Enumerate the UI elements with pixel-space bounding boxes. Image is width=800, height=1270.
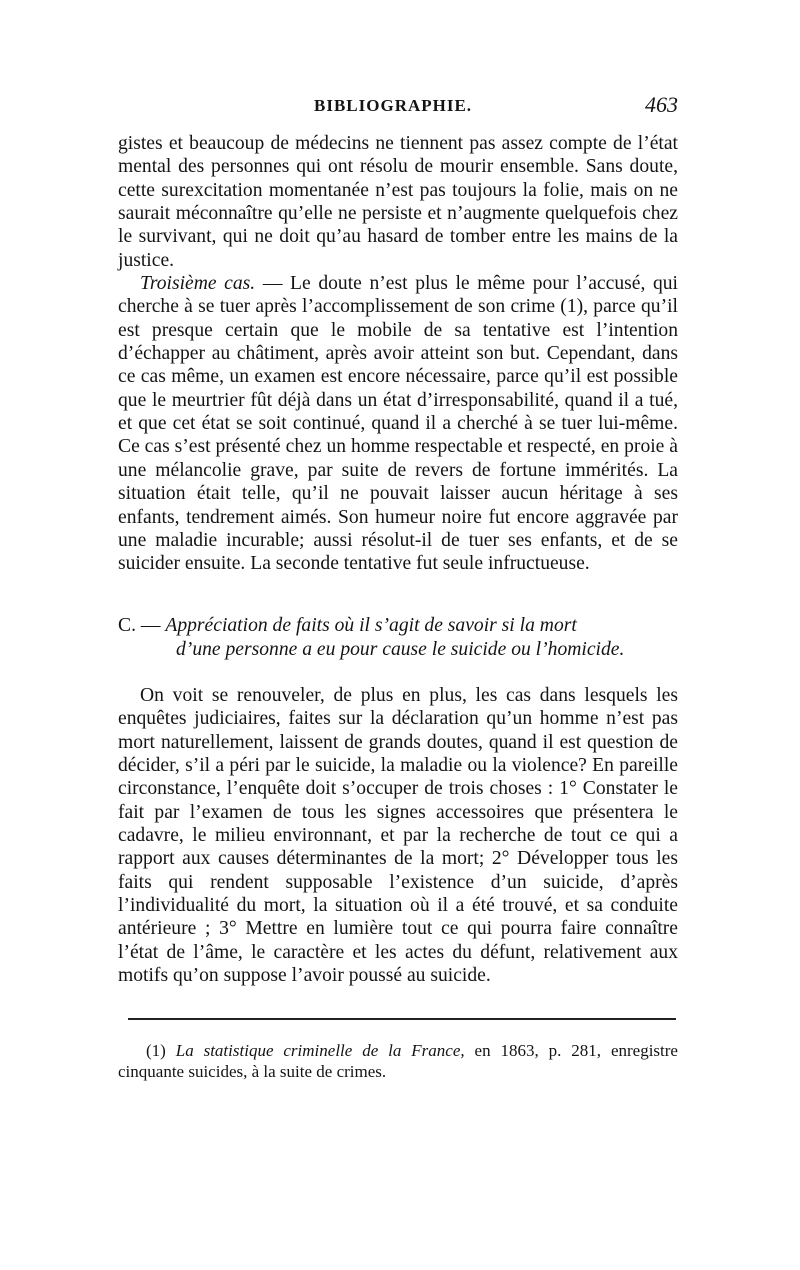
body-text-lower (118, 684, 678, 987)
case-text: — Le doute n’est plus le même pour l’accusé, qui cherche à se tuer après l’accomplissement de son crime (1), parce qu’il est presque certain que le mobile de sa tentative est l’intention d’échapper au châtiment, après avoir atteint son but. Cependant, dans ce cas même, un examen est encore nécessaire, parce qu’il est possible que le meurtrier fût déjà dans un état d’irresponsabilité, quand il a tué, et que cet état se soit continué, quand il a cherché à se tuer lui-même. Ce cas s’est présenté chez un homme respectable et respecté, en proie à une mélancolie grave, par suite de revers de fortune immérités. La situation était telle, qu’il ne pouvait laisser aucun héritage à ses enfants, tendrement aimés. Son humeur noire fut encore aggravée par une maladie incurable; aussi résolut-il de tuer ses enfants, et de se suicider ensuite. La seconde tentative fut seule infructueuse. (118, 273, 679, 575)
paragraph-continuation: gistes et beaucoup de médecins ne tiennent pas assez compte de l’état mental des personnes qui ont résolu de mourir ensemble. Sans doute, cette surexcitation momentanée n’est pas toujours la folie, mais on ne saurait méconnaître qu’elle ne persiste et n’augmente quelquefois chez le survivant, qui ne doit qu’au hasard de tomber entre les mains de la justice. (118, 133, 678, 271)
footnote-text: en 1863, p. 281, enregistre cinquante suicides, à la suite de crimes. (118, 1041, 678, 1081)
paragraph-troisieme-cas (118, 272, 678, 575)
page-number: 463 (645, 92, 678, 117)
footnote-paragraph (118, 1040, 678, 1082)
running-title: BIBLIOGRAPHIE. (314, 96, 473, 115)
body-text-upper (118, 132, 678, 576)
page-header (118, 92, 678, 126)
footnote-marker: (1) (146, 1041, 166, 1060)
section-letter: C. (118, 615, 136, 636)
footnote-source: La statistique criminelle de la France, (175, 1041, 465, 1060)
case-label: Troisième cas. (140, 273, 256, 295)
section-title-part-2: d’une personne a eu pour cause le suicide ou l’homicide. (176, 639, 625, 660)
section-title-part-1: Appréciation de faits où il s’agit de savoir si la mort (165, 615, 577, 636)
paragraph-enquetes: On voit se renouveler, de plus en plus, les cas dans lesquels les enquêtes judiciaires, faites sur la déclaration qu’un homme n’est pas mort naturellement, laissent de grands doutes, quand il est question de décider, s’il a péri par le suicide, la maladie ou la violence? En pareille circonstance, l’enquête doit s’occuper de trois choses : 1° Constater le fait par l’examen de tous les signes accessoires que présentera le cadavre, le milieu environnant, et par la recherche de tout ce qui a rapport aux causes déterminantes de la mort; 2° Développer tous les faits qui rendent supposable l’existence d’un suicide, d’après l’individualité du mort, la situation où il a été trouvé, et sa conduite antérieure ; 3° Mettre en lumière tout ce qui pourra faire connaître l’état de l’âme, le caractère et les actes du défunt, relativement aux motifs qu’on suppose l’avoir poussé au suicide. (118, 685, 678, 987)
section-heading (118, 614, 678, 662)
section-heading-line-1: C. — Appréciation de faits où il s’agit de savoir si la mort (118, 615, 577, 636)
footnote-divider (128, 1018, 676, 1020)
footnote (118, 1040, 678, 1082)
